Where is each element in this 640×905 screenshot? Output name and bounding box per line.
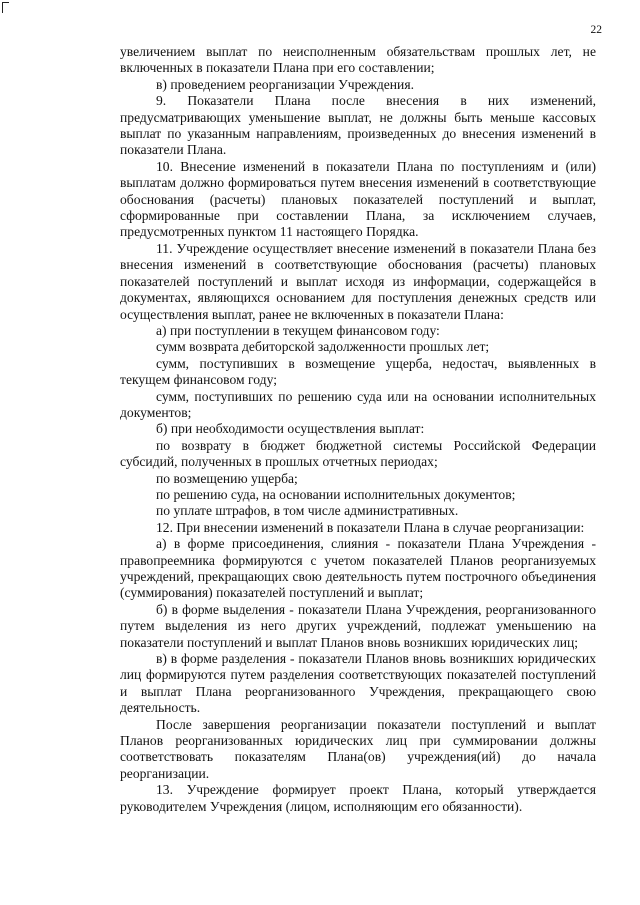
paragraph: сумм возврата дебиторской задолженности прошлых лет; [156, 339, 490, 355]
paragraph: сумм, поступивших по решению суда или на основании исполнительных документов; [120, 388, 596, 420]
paragraph: 11. Учреждение осуществляет внесение изменений в показатели Плана без внесения изменений в соответствующие обоснования (расчеты) плановых показателей поступлений и выплат исходя из информации, содержащейся в документах, являющихся основанием для поступления денежных средств или осуществления выплат, ранее не включенных в показатели Плана: [120, 240, 596, 322]
paragraph: сумм, поступивших в возмещение ущерба, недостач, выявленных в текущем финансовом году; [120, 355, 596, 388]
page-number: 22 [590, 24, 602, 36]
scan-corner-mark [2, 2, 9, 13]
paragraph: 12. При внесении изменений в показатели Плана в случае реорганизации: [156, 519, 585, 535]
document-body [120, 44, 596, 815]
paragraph: 13. Учреждение формирует проект Плана, который утверждается руководителем Учреждения (лицом, исполняющим его обязанности). [120, 782, 596, 814]
paragraph: После завершения реорганизации показатели поступлений и выплат Планов реорганизованных юридических лиц при суммировании должны соответствовать показателям Плана(ов) учреждения(ий) до начала реорганизации. [120, 716, 596, 781]
paragraph: по возврату в бюджет бюджетной системы Российской Федерации субсидий, полученных в прошлых отчетных периодах; [120, 437, 596, 470]
paragraph: б) в форме выделения - показатели Плана Учреждения, реорганизованного путем выделения из него других учреждений, подлежат уменьшению на показатели поступлений и выплат Планов вновь возникших юридических лиц; [120, 601, 596, 650]
paragraph: а) в форме присоединения, слияния - показатели Плана Учреждения - правопреемника формируются с учетом показателей Планов реорганизуемых учреждений, прекращающих свою деятельность путем построчного объединения (суммирования) показателей поступлений и выплат; [120, 536, 596, 601]
paragraph: по возмещению ущерба; [156, 470, 298, 486]
paragraph: по уплате штрафов, в том числе административных. [156, 503, 459, 519]
paragraph: по решению суда, на основании исполнительных документов; [156, 486, 516, 502]
paragraph: увеличением выплат по неисполненным обязательствам прошлых лет, не включенных в показатели Плана при его составлении; [120, 44, 596, 76]
paragraph: в) в форме разделения - показатели Планов вновь возникших юридических лиц формируются путем разделения соответствующих показателей поступлений и выплат Плана реорганизованного Учреждения, прекращающего свою деятельность. [120, 651, 596, 716]
paragraph: в) проведением реорганизации Учреждения. [156, 76, 414, 92]
paragraph: а) при поступлении в текущем финансовом году: [156, 322, 440, 338]
paragraph: б) при необходимости осуществления выплат: [156, 421, 425, 437]
paragraph: 9. Показатели Плана после внесения в них изменений, предусматривающих уменьшение выплат, не должны быть меньше кассовых выплат по указанным направлениям, произведенных до внесения изменений в показатели Плана. [120, 93, 596, 158]
paragraph: 10. Внесение изменений в показатели Плана по поступлениям и (или) выплатам должно формироваться путем внесения изменений в соответствующие обоснования (расчеты) плановых показателей поступлений и выплат, сформированные при составлении Плана, за исключением случаев, предусмотренных пунктом 11 настоящего Порядка. [120, 158, 596, 240]
